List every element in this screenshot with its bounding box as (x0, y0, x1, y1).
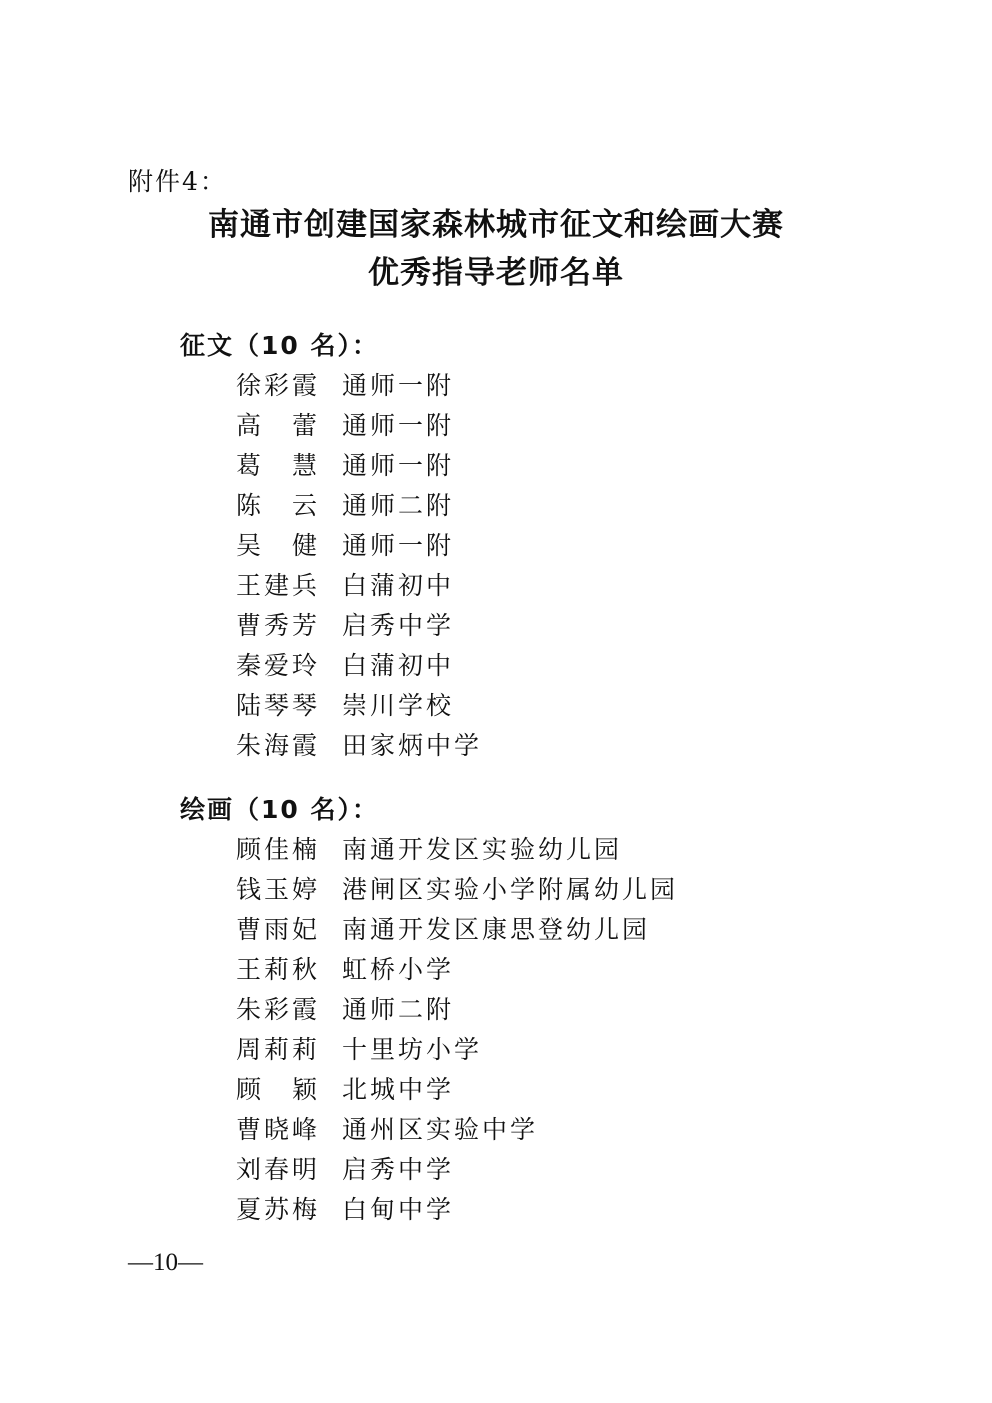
teacher-name: 曹晓峰 (236, 1115, 321, 1144)
teacher-name: 朱海霞 (236, 731, 321, 760)
essay-teacher-list (236, 366, 482, 766)
teacher-name: 刘春明 (236, 1155, 321, 1184)
school-name: 南通开发区实验幼儿园 (342, 835, 623, 864)
page-number: —10— (128, 1249, 203, 1276)
school-name: 通师一附 (342, 451, 455, 480)
school-name: 十里坊小学 (342, 1035, 483, 1064)
school-name: 北城中学 (342, 1075, 455, 1104)
list-item (236, 1150, 678, 1190)
document-title-line-2: 优秀指导老师名单 (368, 255, 624, 291)
attachment-label: 附件4： (128, 167, 227, 196)
teacher-name: 徐彩霞 (236, 371, 321, 400)
school-name: 南通开发区康思登幼儿园 (342, 915, 651, 944)
teacher-name: 陆琴琴 (236, 691, 321, 720)
list-item (236, 1190, 678, 1230)
list-item (236, 486, 482, 526)
school-name: 白蒲初中 (342, 571, 455, 600)
list-item (236, 726, 482, 766)
teacher-name: 王建兵 (236, 571, 321, 600)
school-name: 通师一附 (342, 411, 455, 440)
school-name: 白甸中学 (342, 1195, 455, 1224)
teacher-name: 朱彩霞 (236, 995, 321, 1024)
teacher-name: 陈 云 (236, 491, 321, 520)
list-item (236, 366, 482, 406)
teacher-name: 吴 健 (236, 531, 321, 560)
list-item (236, 950, 678, 990)
teacher-name: 曹秀芳 (236, 611, 321, 640)
teacher-name: 葛 慧 (236, 451, 321, 480)
list-item (236, 406, 482, 446)
list-item (236, 1030, 678, 1070)
list-item (236, 646, 482, 686)
list-item (236, 686, 482, 726)
school-name: 通师二附 (342, 491, 455, 520)
list-item (236, 870, 678, 910)
school-name: 田家炳中学 (342, 731, 483, 760)
school-name: 虹桥小学 (342, 955, 455, 984)
teacher-name: 王莉秋 (236, 955, 321, 984)
list-item (236, 1110, 678, 1150)
teacher-name: 钱玉婷 (236, 875, 321, 904)
teacher-name: 秦爱玲 (236, 651, 321, 680)
school-name: 白蒲初中 (342, 651, 455, 680)
school-name: 崇川学校 (342, 691, 455, 720)
school-name: 通州区实验中学 (342, 1115, 539, 1144)
school-name: 通师一附 (342, 531, 455, 560)
list-item (236, 990, 678, 1030)
school-name: 通师二附 (342, 995, 455, 1024)
painting-teacher-list (236, 830, 678, 1230)
section-heading-essay: 征文（10 名）： (180, 331, 379, 360)
teacher-name: 夏苏梅 (236, 1195, 321, 1224)
list-item (236, 606, 482, 646)
list-item (236, 446, 482, 486)
teacher-name: 顾 颖 (236, 1075, 321, 1104)
document-title-line-1: 南通市创建国家森林城市征文和绘画大赛 (208, 207, 784, 243)
school-name: 启秀中学 (342, 611, 455, 640)
teacher-name: 曹雨妃 (236, 915, 321, 944)
list-item (236, 1070, 678, 1110)
section-heading-painting: 绘画（10 名）： (180, 795, 379, 824)
list-item (236, 526, 482, 566)
school-name: 通师一附 (342, 371, 455, 400)
list-item (236, 910, 678, 950)
list-item (236, 566, 482, 606)
teacher-name: 周莉莉 (236, 1035, 321, 1064)
school-name: 港闸区实验小学附属幼儿园 (342, 875, 679, 904)
list-item (236, 830, 678, 870)
teacher-name: 顾佳楠 (236, 835, 321, 864)
school-name: 启秀中学 (342, 1155, 455, 1184)
teacher-name: 高 蕾 (236, 411, 321, 440)
